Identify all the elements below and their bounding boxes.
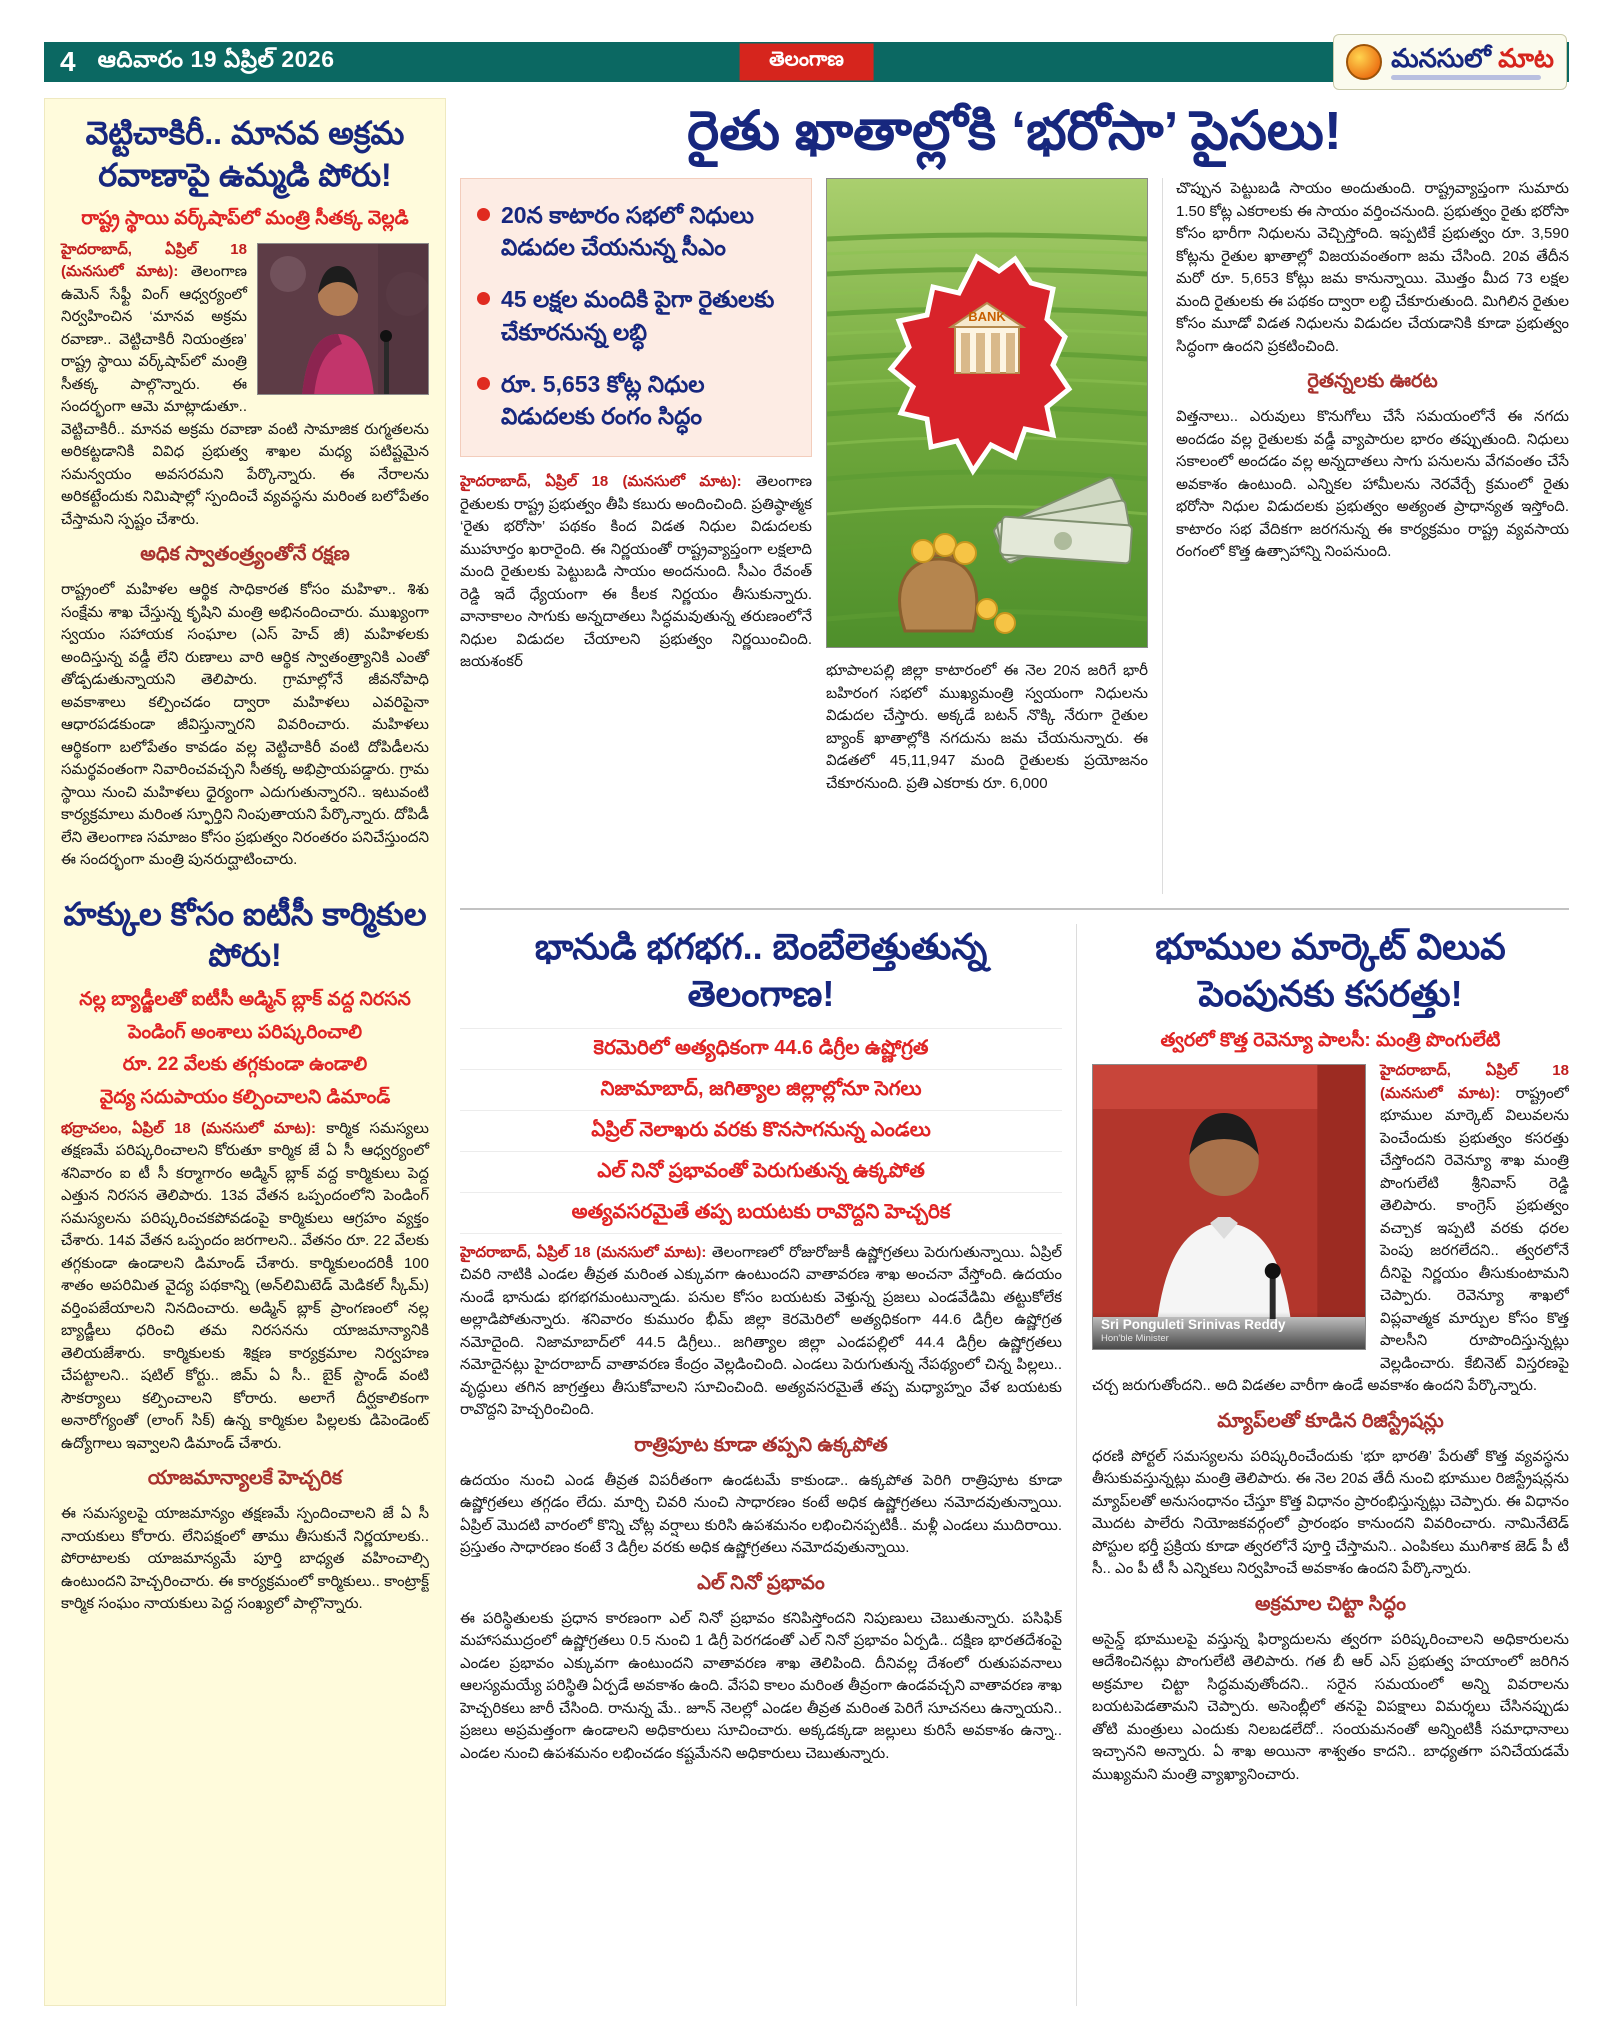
heatwave-headline: భానుడి భగభగ.. బెంబేలెత్తుతున్న తెలంగాణ! bbox=[534, 926, 988, 1014]
land-deck: త్వరలో కొత్త రెవెన్యూ పాలసీ: మంత్రి పొంగులేటి bbox=[1160, 1029, 1501, 1051]
article-divider bbox=[61, 878, 429, 894]
article-itc-deck-3: రూ. 22 వేలకు తగ్గకుండా ఉండాలి bbox=[122, 1054, 368, 1076]
left-column bbox=[44, 98, 446, 2006]
brand-emblem-icon bbox=[1346, 44, 1382, 80]
heatwave-crosshead-1: రాత్రిపూట కూడా తప్పని ఉక్కపోత bbox=[634, 1433, 888, 1456]
lead-body-col2: భూపాలపల్లి జిల్లా కాటారంలో ఈ నెల 20న జరిగే భారీ బహిరంగ సభలో ముఖ్యమంత్రి స్వయంగా నిధులను విడుదల చేస్తారు. అక్కడే బటన్ నొక్కి నేరుగా రైతుల బ్యాంక్ ఖాతాల్లోకి నగదును జమ చేయనున్నారు. ఈ విడతలో 45,11,947 మంది రైతులకు ప్రయోజనం చేకూరనుంది. ప్రతి ఎకరాకు రూ. 6,000 bbox=[826, 662, 1148, 792]
heatwave-deck-5: అత్యవసరమైతే తప్ప బయటకు రావొద్దని హెచ్చరిక bbox=[460, 1193, 1062, 1234]
lead-headline: రైతు ఖాతాల్లోకి ‘భరోసా’ పైసలు! bbox=[687, 101, 1342, 161]
highlight-item bbox=[477, 283, 795, 347]
article-trafficking-headline: వెట్టిచాకిరీ.. మానవ అక్రమ రవాణాపై ఉమ్మడి పోరు! bbox=[85, 115, 405, 193]
lead-col-a bbox=[460, 178, 812, 894]
minister-photo-illustration bbox=[1093, 1065, 1365, 1349]
heatwave-body2: ఉదయం నుంచి ఎండ తీవ్రత విపరీతంగా ఉండటమే కాకుండా.. ఉక్కపోత పెరిగి రాత్రిపూట కూడా ఉష్ణోగ్రతలు తగ్గడం లేదు. మార్చి చివరి నుంచి సాధారణం కంటే అధిక ఉష్ణోగ్రతలు నమోదవుతున్నాయి. ఏప్రిల్ మొదటి వారంలో కొన్ని చోట్ల వర్షాలు కురిసి ఉపశమనం లభించినప్పటికీ.. మళ్లీ ఎండలు ముదిరాయి. ప్రస్తుతం సాధారణం కంటే 3 డిగ్రీల వరకు అధిక ఉష్ణోగ్రతలు నమోదవుతున్నాయి. bbox=[460, 1471, 1062, 1557]
brand-name-part1: మనసులో bbox=[1391, 42, 1491, 73]
lead-crosshead: రైతన్నలకు ఊరట bbox=[1307, 370, 1438, 393]
article-trafficking bbox=[61, 113, 429, 872]
article-land-market bbox=[1076, 924, 1569, 2006]
svg-text:BANK: BANK bbox=[968, 309, 1006, 325]
body-text-run: రాష్ట్రంలో భూముల మార్కెట్ విలువలను పెంచేందుకు ప్రభుత్వం కసరత్తు చేస్తోందని రెవెన్యూ శాఖ మంత్రి పొంగులేటి శ్రీనివాస్ రెడ్డి తెలిపారు. కాంగ్రెస్ ప్రభుత్వం వచ్చాక ఇప్పటి వరకు ధరల పెంపు జరగలేదని.. త్వరలోనే దీనిపై నిర్ణయం తీసుకుంటామని చెప్పారు. రెవెన్యూ శాఖలో విప్లవాత్మక మార్పుల కోసం కొత్త పాలసీని రూపొందిస్తున్నట్లు వెల్లడించారు. కేబినెట్ విస్తరణపై చర్చ జరుగుతోందని.. అది విడతల వారీగా ఉండే అవకాశం ఉందని పేర్కొన్నారు. bbox=[1092, 1084, 1569, 1395]
dateline: హైదరాబాద్, ఏప్రిల్ 18 (మనసులో మాట): bbox=[61, 240, 247, 281]
photo-subcaption: Hon'ble Minister bbox=[1101, 1333, 1169, 1345]
dateline: హైదరాబాద్, ఏప్రిల్ 18 (మనసులో మాట): bbox=[1380, 1062, 1569, 1102]
lead-body-col3a: చొప్పున పెట్టుబడి సాయం అందుతుంది. రాష్ట్రవ్యాప్తంగా సుమారు 1.50 కోట్ల ఎకరాలకు ఈ సాయం వర్తించనుంది. ప్రభుత్వం రైతు భరోసా కోసం భారీగా నిధులను వెచ్చిస్తోంది. ఇప్పటికే ప్రభుత్వం రూ. 3,590 కోట్లను రైతుల ఖాతాల్లో విజయవంతంగా జమ చేసింది. 20వ తేదీన మరో రూ. 5,653 కోట్లు జమ కానున్నాయి. మొత్తం మీద 73 లక్షల మంది రైతులకు ఈ పథకం ద్వారా లబ్ధి చేకూరుతుంది. మిగిలిన రైతుల కోసం మూడో విడత నిధులను విడుదల చేయడానికి కూడా ప్రభుత్వం సిద్ధంగా ఉందని ప్రకటించింది. bbox=[1176, 180, 1569, 355]
land-crosshead-1: మ్యాప్‌లతో కూడిన రిజిస్ట్రేషన్లు bbox=[1217, 1409, 1444, 1432]
farm-money-illustration bbox=[827, 179, 1147, 648]
bottom-articles-row bbox=[460, 910, 1569, 2006]
land-headline: భూముల మార్కెట్ విలువ పెంపునకు కసరత్తు! bbox=[1155, 926, 1506, 1014]
article-itc-body1 bbox=[61, 1118, 429, 1456]
dateline: హైదరాబాద్, ఏప్రిల్ 18 (మనసులో మాట): bbox=[460, 473, 742, 491]
dateline: భద్రాచలం, ఏప్రిల్ 18 (మనసులో మాట): bbox=[61, 1119, 317, 1137]
photo-caption: Sri Ponguleti Srinivas Reddy bbox=[1101, 1317, 1286, 1333]
page-number: 4 bbox=[60, 46, 76, 77]
brand-tagline-strip bbox=[1391, 75, 1541, 80]
article-heatwave bbox=[460, 924, 1062, 2006]
highlight-text: 20న కాటారం సభలో నిధులు విడుదల చేయనున్న సీఎం bbox=[501, 202, 754, 261]
masthead-bar bbox=[44, 42, 1569, 82]
photo-caption-block bbox=[1093, 1312, 1365, 1349]
body-text-run: తెలంగాణ రైతులకు రాష్ట్ర ప్రభుత్వం తీపి కబురు అందించింది. ప్రతిష్ఠాత్మక ‘రైతు భరోసా’ పథకం కింద విడత నిధుల విడుదలకు ముహూర్తం ఖరారైంది. ఈ నిర్ణయంతో రాష్ట్రవ్యాప్తంగా లక్షలాది మంది రైతులకు పెట్టుబడి సాయం అందనుంది. సీఎం రేవంత్ రెడ్డి ఇదే ధ్యేయంగా ఈ కీలక నిర్ణయం తీసుకున్నారు. వానాకాలం సాగుకు అన్నదాతలు సిద్ధమవుతున్న తరుణంలోనే నిధుల విడుదల చేయాలని ప్రభుత్వం నిర్ణయించింది. జయశంకర్ bbox=[460, 473, 813, 671]
heatwave-deck-list bbox=[460, 1028, 1062, 1234]
heatwave-crosshead-2: ఎల్ నినో ప్రభావం bbox=[697, 1571, 825, 1594]
lead-highlights-box bbox=[460, 178, 812, 457]
highlight-text: 45 లక్షల మందికి పైగా రైతులకు చేకూరనున్న లబ్ధి bbox=[501, 286, 775, 345]
land-crosshead-2: అక్రమాల చిట్టా సిద్ధం bbox=[1255, 1592, 1406, 1615]
body-text-run: తెలంగాణ ఉమెన్ సేఫ్టీ వింగ్ ఆధ్వర్యంలో నిర్వహించిన ‘మానవ అక్రమ రవాణా.. వెట్టిచాకిరీ నియంత్రణ’ రాష్ట్ర స్థాయి వర్క్‌షాప్‌లో మంత్రి సీతక్క పాల్గొన్నారు. ఈ సందర్భంగా ఆమె మాట్లాడుతూ.. వెట్టిచాకిరీ.. మానవ అక్రమ రవాణా వంటి సామాజిక రుగ్మతలను అరికట్టడానికి వివిధ ప్రభుత్వ శాఖల మధ్య పటిష్టమైన సమన్వయం అవసరమని పేర్కొన్నారు. ఈ నేరాలను అరికట్టేందుకు నిమిషాల్లో స్పందించే వ్యవస్థను మరింత బలోపేతం చేస్తామని స్పష్టం చేశారు. bbox=[61, 263, 429, 528]
highlight-item bbox=[477, 368, 795, 432]
bullet-dot-icon bbox=[477, 377, 490, 390]
brand-text-block bbox=[1391, 42, 1554, 80]
highlight-text: రూ. 5,653 కోట్ల నిధుల విడుదలకు రంగం సిద్ధం bbox=[501, 370, 705, 430]
dateline: హైదరాబాద్, ఏప్రిల్ 18 (మనసులో మాట): bbox=[460, 1243, 707, 1261]
article-itc-body2: ఈ సమస్యలపై యాజమాన్యం తక్షణమే స్పందించాలని జే ఏ సీ నాయకులు కోరారు. లేనిపక్షంలో తాము తీసుకునే నిర్ణయాలకు.. పోరాటాలకు యాజమాన్యమే పూర్తి బాధ్యత వహించాల్సి ఉంటుందని హెచ్చరించారు. ఈ కార్యక్రమంలో కార్మికులు.. కాంట్రాక్ట్ కార్మిక సంఘం నాయకులు పెద్ద సంఖ్యలో పాల్గొన్నారు. bbox=[61, 1505, 429, 1613]
lead-body-col1 bbox=[460, 471, 812, 674]
heatwave-deck-4: ఎల్ నినో ప్రభావంతో పెరుగుతున్న ఉక్కపోత bbox=[460, 1152, 1062, 1193]
article-itc-headline: హక్కుల కోసం ఐటీసీ కార్మికుల పోరు! bbox=[63, 895, 427, 974]
lead-article-columns bbox=[460, 178, 1569, 910]
minister-ponguleti-photo bbox=[1092, 1064, 1366, 1350]
article-itc-deck-1: నల్ల బ్యాడ్జీలతో ఐటీసీ అడ్మిన్ బ్లాక్ వద్ద నిరసన bbox=[79, 989, 411, 1011]
minister-seethakka-photo bbox=[257, 243, 429, 395]
heatwave-body3: ఈ పరిస్థితులకు ప్రధాన కారణంగా ఎల్ నినో ప్రభావం కనిపిస్తోందని నిపుణులు చెబుతున్నారు. పసిఫిక్ మహాసముద్రంలో ఉష్ణోగ్రతలు 0.5 నుంచి 1 డిగ్రీ పెరగడంతో ఎల్ నినో ప్రభావం ఏర్పడి.. దక్షిణ భారతదేశంపై ఎండల ప్రభావం ఎక్కువగా ఉంటుందని వాతావరణ శాఖ తెలిపింది. దీనివల్ల దేశంలో రుతుపవనాలు ఆలస్యమయ్యే పరిస్థితి ఏర్పడే అవకాశం ఉంది. వేసవి కాలం మరింత తీవ్రంగా ఉండవచ్చని వాతావరణ శాఖ హెచ్చరికలు జారీ చేసింది. రానున్న మే.. జూన్ నెలల్లో ఎండల తీవ్రత మరింత పెరిగే సూచనలు ఉన్నాయని.. ప్రజలు అప్రమత్తంగా ఉండాలని అధికారులు సూచించారు. అక్కడక్కడా జల్లులు కురిసే అవకాశం ఉన్నా.. ఎండల నుంచి ఉపశమనం లభించడం కష్టమేనని అధికారులు చెబుతున్నారు. bbox=[460, 1609, 1062, 1762]
article-trafficking-body2: రాష్ట్రంలో మహిళల ఆర్థిక సాధికారత కోసం మహిళా.. శిశు సంక్షేమ శాఖ చేస్తున్న కృషిని మంత్రి అభినందించారు. ముఖ్యంగా స్వయం సహాయక సంఘాల (ఎస్ హెచ్ జీ) మహిళలకు అందిస్తున్న వడ్డీ లేని రుణాలు వారి ఆర్థిక స్వాతంత్ర్యానికి ఎంతో తోడ్పడుతున్నాయని తెలిపారు. గ్రామాల్లోనే జీవనోపాధి అవకాశాలు కల్పించడం ద్వారా మహిళలు ఎవరిపైనా ఆధారపడకుండా జీవిస్తున్నారని వివరించారు. మహిళలు ఆర్థికంగా బలోపేతం కావడం వల్ల వెట్టిచాకిరీ వంటి దోపిడీలను సమర్థవంతంగా నివారించవచ్చని సీతక్క అభిప్రాయపడ్డారు. గ్రామ స్థాయి నుంచి మహిళలు ధైర్యంగా ఎదుగుతున్నారని.. ఇటువంటి కార్యక్రమాలు మరింత స్ఫూర్తిని నింపుతాయని పేర్కొన్నారు. దోపిడీ లేని తెలంగాణ సమాజం కోసం ప్రభుత్వం నిరంతరం పనిచేస్తుందని ఈ సందర్భంగా మంత్రి పునరుద్ఘాటించారు. bbox=[61, 581, 429, 869]
page-content bbox=[44, 98, 1569, 2006]
article-trafficking-crosshead: అధిక స్వాతంత్ర్యంతోనే రక్షణ bbox=[140, 543, 350, 566]
heatwave-body1 bbox=[460, 1242, 1062, 1422]
article-itc-workers bbox=[61, 894, 429, 1616]
brand-logo bbox=[1333, 34, 1567, 90]
rythu-bharosa-photo bbox=[826, 178, 1148, 648]
article-itc-crosshead: యాజమాన్యాలకే హెచ్చరిక bbox=[147, 1467, 343, 1490]
body-text-run: తెలంగాణలో రోజురోజుకీ ఉష్ణోగ్రతలు పెరుగుతున్నాయి. ఏప్రిల్ చివరి నాటికి ఎండల తీవ్రత మరింత ఎక్కువగా ఉంటుందని వాతావరణ శాఖ అంచనా వేస్తోంది. ఉదయం నుండే భానుడు భగభగమంటున్నాడు. పనుల కోసం బయటకు వెళ్తున్న ప్రజలు ఎండవేడిమి తట్టుకోలేక అల్లాడిపోతున్నారు. శనివారం కుమురం భీమ్ జిల్లా కెరమెరిలో అత్యధికంగా 44.6 డిగ్రీల ఉష్ణోగ్రత నమోదైంది. నిజామాబాద్‌లో 44.5 డిగ్రీలు.. జగిత్యాల జిల్లా ఎండపల్లిలో 44.4 డిగ్రీల ఉష్ణోగ్రతలు నమోదైనట్లు హైదరాబాద్ వాతావరణ కేంద్రం వెల్లడించింది. ఎండలు పెరుగుతున్న నేపథ్యంలో చిన్న పిల్లలు.. వృద్ధులు తగిన జాగ్రత్తలు తీసుకోవాలని సూచించింది. అత్యవసరమైతే తప్ప మధ్యాహ్నం వేళ బయటకు రావొద్దని హెచ్చరించింది. bbox=[460, 1243, 1062, 1419]
bullet-dot-icon bbox=[477, 208, 490, 221]
heatwave-deck-1: కెరమెరిలో అత్యధికంగా 44.6 డిగ్రీల ఉష్ణోగ్రత bbox=[460, 1028, 1062, 1070]
main-column bbox=[460, 98, 1569, 2006]
bullet-dot-icon bbox=[477, 292, 490, 305]
article-trafficking-deck: రాష్ట్ర స్థాయి వర్క్‌షాప్‌లో మంత్రి సీతక్క వెల్లడి bbox=[81, 208, 409, 230]
lead-col-b bbox=[826, 178, 1148, 894]
section-title: తెలంగాణ bbox=[739, 44, 874, 81]
brand-name-part2: మాట bbox=[1498, 42, 1554, 73]
highlight-item bbox=[477, 199, 795, 263]
lead-col-c bbox=[1162, 178, 1569, 894]
body-text-run: కార్మిక సమస్యలు తక్షణమే పరిష్కరించాలని కోరుతూ కార్మిక జే ఏ సీ ఆధ్వర్యంలో శనివారం ఐ టీ సీ కర్మాగారం అడ్మిన్ బ్లాక్ వద్ద కార్మికులు పెద్ద ఎత్తున నిరసన తెలిపారు. 13వ వేతన ఒప్పందంలోని పెండింగ్ సమస్యలను పరిష్కరించకపోవడంపై కార్మికులు ఆగ్రహం వ్యక్తం చేశారు. 14వ వేతన ఒప్పందం జరగాలని.. వేతనం రూ. 22 వేలకు తగ్గకుండా ఉండాలని డిమాండ్ చేశారు. కార్మికులందరికీ 100 శాతం అపరిమిత వైద్య పథకాన్ని (అన్‌లిమిటెడ్ మెడికల్ స్కీమ్) వర్తింపజేయాలని నినదించారు. అడ్మిన్ బ్లాక్ ప్రాంగణంలో నల్ల బ్యాడ్జీలు ధరించి తమ నిరసనను యాజమాన్యానికి తెలియజేశారు. కార్మికులకు శిక్షణ కార్యక్రమాల నిర్వహణ చేపట్టాలని.. షటిల్ కోర్టు.. జిమ్ ఏ సీ.. బైక్ స్టాండ్ వంటి సౌకర్యాలు కల్పించాలని కోరారు. అలాగే దీర్ఘకాలికంగా అనారోగ్యంతో (లాంగ్ సిక్) ఉన్న కార్మికుల పిల్లలకు డిపెండెంట్ ఉద్యోగాలు ఇవ్వాలని డిమాండ్ చేశారు. bbox=[61, 1119, 429, 1452]
land-body2: ధరణి పోర్టల్ సమస్యలను పరిష్కరించేందుకు ‘భూ భారతి’ పేరుతో కొత్త వ్యవస్థను తీసుకువస్తున్నట్లు మంత్రి తెలిపారు. ఈ నెల 20వ తేదీ నుంచి భూముల రిజిస్ట్రేషన్లను మ్యాప్‌లతో అనుసంధానం చేస్తూ కొత్త విధానం ప్రారంభిస్తున్నట్లు చెప్పారు. ఈ విధానం మొదట పాలేరు నియోజకవర్గంలో ప్రారంభం కానుందని వివరించారు. నామినేటెడ్ పోస్టుల భర్తీ ప్రక్రియ కూడా త్వరలోనే పూర్తి చేస్తామని.. ఎంపికలు ముగిశాక జెడ్ పీ టీ సీ.. ఎం పీ టీ సీ ఎన్నికలు నిర్వహించే అవకాశం ఉందని పేర్కొన్నారు. bbox=[1092, 1447, 1569, 1578]
heatwave-deck-3: ఏప్రిల్ నెలాఖరు వరకు కొనసాగనున్న ఎండలు bbox=[460, 1111, 1062, 1152]
speaker-photo-illustration bbox=[258, 244, 429, 395]
lead-body-col3b: విత్తనాలు.. ఎరువులు కొనుగోలు చేసే సమయంలోనే ఈ నగదు అందడం వల్ల రైతులకు వడ్డీ వ్యాపారుల భారం తప్పుతుంది. నిధులు సకాలంలో అందడం వల్ల అన్నదాతలు సాగు పనులను వేగవంతం చేసే అవకాశం ఉంటుంది. ఎన్నికల హామీలను నెరవేర్చే క్రమంలో రైతు భరోసా నిధుల విడుదలకు ప్రభుత్వం అత్యంత ప్రాధాన్యత ఇస్తోంది. కాటారం సభ వేదికగా జరగనున్న ఈ కార్యక్రమం రాష్ట్ర వ్యవసాయ రంగంలో కొత్త ఉత్సాహాన్ని నింపనుంది. bbox=[1176, 408, 1569, 561]
heatwave-deck-2: నిజామాబాద్, జగిత్యాల జిల్లాల్లోనూ సెగలు bbox=[460, 1070, 1062, 1111]
land-body3: అసైన్డ్ భూములపై వస్తున్న ఫిర్యాదులను త్వరగా పరిష్కరించాలని అధికారులను ఆదేశించినట్లు పొంగులేటి తెలిపారు. గత బీ ఆర్ ఎస్ ప్రభుత్వ హయాంలో జరిగిన అక్రమాల చిట్టా సిద్ధమవుతోందని.. సరైన సమయంలో అన్ని వివరాలను బయటపెడతామని చెప్పారు. అసెంబ్లీలో తనపై విపక్షాలు విమర్శలు చేసినప్పుడు తోటి మంత్రులు ఎందుకు నిలబడలేదో.. సంయమనంతో అన్నింటికీ సమాధానాలు ఇచ్చానని అన్నారు. ఏ శాఖ అయినా శాశ్వతం కాదని.. బాధ్యతగా పనిచేయడమే ముఖ్యమని మంత్రి వ్యాఖ్యానించారు. bbox=[1092, 1630, 1569, 1783]
brand-name bbox=[1391, 42, 1554, 73]
article-itc-deck-4: వైద్య సదుపాయం కల్పించాలని డిమాండ్ bbox=[99, 1086, 391, 1108]
article-itc-deck-2: పెండింగ్ అంశాలు పరిష్కరించాలి bbox=[127, 1021, 363, 1043]
edition-date: ఆదివారం 19 ఏప్రిల్ 2026 bbox=[97, 45, 335, 72]
